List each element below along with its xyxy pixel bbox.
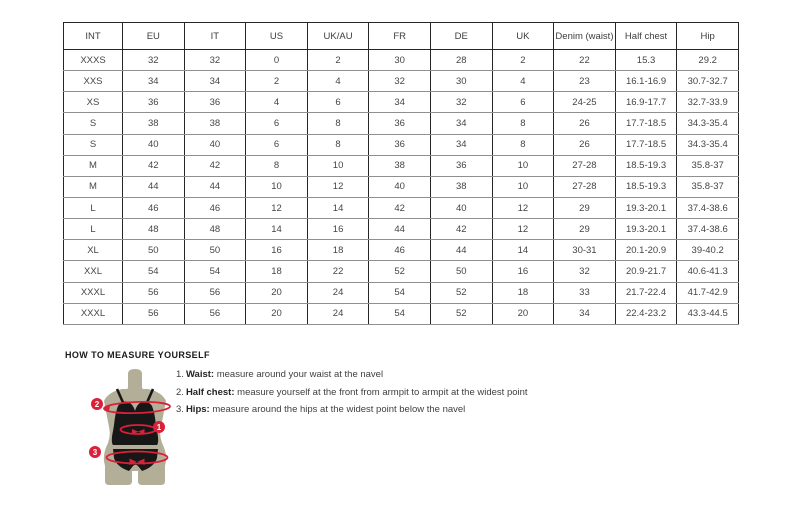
table-cell: 36: [184, 92, 246, 113]
table-cell: 6: [492, 92, 554, 113]
column-header: UK: [492, 23, 554, 50]
table-cell: 2: [246, 71, 308, 92]
measure-item-waist: [176, 370, 528, 380]
table-cell: 2: [492, 50, 554, 71]
table-cell: 44: [369, 219, 431, 240]
badge-3-label: 3: [92, 448, 98, 457]
table-cell: 0: [246, 50, 308, 71]
item-number: 1.: [176, 369, 184, 380]
table-cell: 44: [430, 240, 492, 261]
table-row: [64, 71, 739, 92]
table-cell: M: [64, 176, 123, 197]
table-cell: 22: [307, 261, 369, 282]
table-cell: 2: [307, 50, 369, 71]
table-cell: 54: [369, 282, 431, 303]
table-cell: 44: [123, 176, 185, 197]
table-cell: 34.3-35.4: [677, 113, 739, 134]
table-cell: 20: [246, 303, 308, 324]
table-cell: 46: [369, 240, 431, 261]
table-cell: 34: [123, 71, 185, 92]
table-cell: 8: [307, 113, 369, 134]
measure-figure: [72, 365, 202, 510]
column-header: Hip: [677, 23, 739, 50]
measure-section-title: HOW TO MEASURE YOURSELF: [65, 350, 210, 360]
table-cell: 33: [554, 282, 616, 303]
column-header: UK/AU: [307, 23, 369, 50]
column-header: IT: [184, 23, 246, 50]
table-cell: 16: [246, 240, 308, 261]
table-row: [64, 50, 739, 71]
table-cell: 8: [492, 134, 554, 155]
table-cell: 38: [123, 113, 185, 134]
table-cell: 56: [184, 282, 246, 303]
table-cell: 41.7-42.9: [677, 282, 739, 303]
column-header: EU: [123, 23, 185, 50]
table-cell: 10: [492, 176, 554, 197]
table-cell: 20: [246, 282, 308, 303]
table-cell: 12: [307, 176, 369, 197]
table-cell: 34: [430, 134, 492, 155]
table-cell: 34: [430, 113, 492, 134]
table-row: [64, 240, 739, 261]
table-row: [64, 92, 739, 113]
table-cell: 52: [430, 282, 492, 303]
table-cell: 32: [430, 92, 492, 113]
table-cell: 32: [184, 50, 246, 71]
table-row: [64, 134, 739, 155]
table-header-row: [64, 23, 739, 50]
badge-2-label: 2: [94, 400, 100, 409]
table-row: [64, 303, 739, 324]
table-cell: 40: [430, 197, 492, 218]
table-cell: 30-31: [554, 240, 616, 261]
table-cell: 18: [492, 282, 554, 303]
table-cell: 28: [430, 50, 492, 71]
table-cell: 18.5-19.3: [615, 176, 677, 197]
table-row: [64, 155, 739, 176]
table-cell: 24: [307, 282, 369, 303]
table-cell: 32: [554, 261, 616, 282]
table-cell: XXXL: [64, 303, 123, 324]
table-cell: 14: [246, 219, 308, 240]
table-cell: 29: [554, 197, 616, 218]
item-number: 3.: [176, 404, 184, 415]
table-cell: 42: [123, 155, 185, 176]
item-term: Half chest:: [185, 386, 235, 398]
column-header: Denim (waist): [554, 23, 616, 50]
table-cell: 42: [369, 197, 431, 218]
table-cell: 10: [492, 155, 554, 176]
table-cell: 34: [554, 303, 616, 324]
table-cell: 40: [184, 134, 246, 155]
table-cell: XS: [64, 92, 123, 113]
table-cell: 16: [307, 219, 369, 240]
table-cell: 44: [184, 176, 246, 197]
table-cell: 46: [123, 197, 185, 218]
table-cell: 48: [184, 219, 246, 240]
table-cell: 8: [246, 155, 308, 176]
measure-instructions: [176, 370, 528, 423]
table-cell: 36: [369, 113, 431, 134]
column-header: INT: [64, 23, 123, 50]
table-row: [64, 176, 739, 197]
table-cell: 17.7-18.5: [615, 113, 677, 134]
table-cell: 40.6-41.3: [677, 261, 739, 282]
column-header: US: [246, 23, 308, 50]
table-cell: 56: [184, 303, 246, 324]
table-cell: 17.7-18.5: [615, 134, 677, 155]
column-header: FR: [369, 23, 431, 50]
table-cell: 54: [123, 261, 185, 282]
table-cell: 20.9-21.7: [615, 261, 677, 282]
table-cell: 37.4-38.6: [677, 197, 739, 218]
table-cell: 21.7-22.4: [615, 282, 677, 303]
table-cell: 34: [184, 71, 246, 92]
table-cell: 30: [369, 50, 431, 71]
table-cell: 50: [184, 240, 246, 261]
table-cell: 42: [430, 219, 492, 240]
table-cell: 38: [369, 155, 431, 176]
column-header: Half chest: [615, 23, 677, 50]
table-cell: 52: [430, 303, 492, 324]
table-cell: 19.3-20.1: [615, 197, 677, 218]
table-cell: XL: [64, 240, 123, 261]
item-text: measure yourself at the front from armpit to armpit at the widest point: [234, 386, 528, 398]
table-cell: XXXS: [64, 50, 123, 71]
table-row: [64, 282, 739, 303]
table-cell: 29.2: [677, 50, 739, 71]
item-term: Hips:: [185, 404, 210, 415]
table-cell: 35.8-37: [677, 155, 739, 176]
table-cell: 6: [246, 113, 308, 134]
table-cell: 30: [430, 71, 492, 92]
table-cell: 20.1-20.9: [615, 240, 677, 261]
table-cell: 4: [307, 71, 369, 92]
table-cell: 40: [369, 176, 431, 197]
table-cell: 52: [369, 261, 431, 282]
table-cell: 36: [430, 155, 492, 176]
table-cell: 37.4-38.6: [677, 219, 739, 240]
table-cell: 32: [369, 71, 431, 92]
table-cell: S: [64, 113, 123, 134]
table-cell: 18.5-19.3: [615, 155, 677, 176]
table-cell: 14: [307, 197, 369, 218]
table-cell: S: [64, 134, 123, 155]
table-cell: 16.9-17.7: [615, 92, 677, 113]
table-cell: 50: [430, 261, 492, 282]
table-cell: 24: [307, 303, 369, 324]
table-cell: 12: [246, 197, 308, 218]
table-cell: 10: [307, 155, 369, 176]
table-row: [64, 197, 739, 218]
table-cell: XXS: [64, 71, 123, 92]
table-cell: 40: [123, 134, 185, 155]
table-cell: 22.4-23.2: [615, 303, 677, 324]
table-cell: 54: [369, 303, 431, 324]
table-cell: 36: [123, 92, 185, 113]
table-cell: 18: [307, 240, 369, 261]
table-cell: XXXL: [64, 282, 123, 303]
table-cell: XXL: [64, 261, 123, 282]
table-cell: 42: [184, 155, 246, 176]
table-cell: 50: [123, 240, 185, 261]
table-cell: 4: [246, 92, 308, 113]
table-row: [64, 219, 739, 240]
table-body: [64, 50, 739, 325]
table-cell: 56: [123, 303, 185, 324]
item-text: measure around the hips at the widest point below the navel: [209, 404, 466, 415]
table-cell: 16.1-16.9: [615, 71, 677, 92]
table-cell: 46: [184, 197, 246, 218]
table-cell: 34.3-35.4: [677, 134, 739, 155]
table-cell: 24-25: [554, 92, 616, 113]
table-cell: 26: [554, 134, 616, 155]
table-cell: 19.3-20.1: [615, 219, 677, 240]
table-cell: 12: [492, 219, 554, 240]
table-cell: 15.3: [615, 50, 677, 71]
table-cell: 20: [492, 303, 554, 324]
table-cell: 34: [369, 92, 431, 113]
table-cell: 39-40.2: [677, 240, 739, 261]
table-cell: 30.7-32.7: [677, 71, 739, 92]
table-cell: 8: [492, 113, 554, 134]
table-cell: 48: [123, 219, 185, 240]
table-cell: 56: [123, 282, 185, 303]
table-cell: 27-28: [554, 155, 616, 176]
item-number: 2.: [176, 386, 184, 398]
table-cell: 23: [554, 71, 616, 92]
table-cell: 43.3-44.5: [677, 303, 739, 324]
table-cell: 12: [492, 197, 554, 218]
table-cell: 22: [554, 50, 616, 71]
table-cell: 18: [246, 261, 308, 282]
table-cell: 26: [554, 113, 616, 134]
table-cell: 4: [492, 71, 554, 92]
size-chart-table: [63, 22, 739, 325]
item-term: Waist:: [185, 369, 215, 380]
table-cell: 6: [246, 134, 308, 155]
table-cell: 6: [307, 92, 369, 113]
table-row: [64, 261, 739, 282]
table-cell: 10: [246, 176, 308, 197]
item-text: measure around your waist at the navel: [214, 369, 384, 380]
measure-item-hips: [176, 405, 528, 415]
table-row: [64, 113, 739, 134]
table-cell: 38: [430, 176, 492, 197]
table-cell: 27-28: [554, 176, 616, 197]
table-cell: 36: [369, 134, 431, 155]
table-cell: M: [64, 155, 123, 176]
table-cell: 32.7-33.9: [677, 92, 739, 113]
table-cell: 38: [184, 113, 246, 134]
column-header: DE: [430, 23, 492, 50]
table-cell: 29: [554, 219, 616, 240]
table-cell: 32: [123, 50, 185, 71]
table-cell: 35.8-37: [677, 176, 739, 197]
mannequin-illustration: [72, 365, 202, 510]
table-cell: 8: [307, 134, 369, 155]
table-cell: L: [64, 197, 123, 218]
badge-1-label: 1: [156, 423, 162, 432]
table-cell: 14: [492, 240, 554, 261]
table-cell: 54: [184, 261, 246, 282]
table-cell: 16: [492, 261, 554, 282]
table-cell: L: [64, 219, 123, 240]
measure-item-half-chest: [176, 388, 528, 398]
